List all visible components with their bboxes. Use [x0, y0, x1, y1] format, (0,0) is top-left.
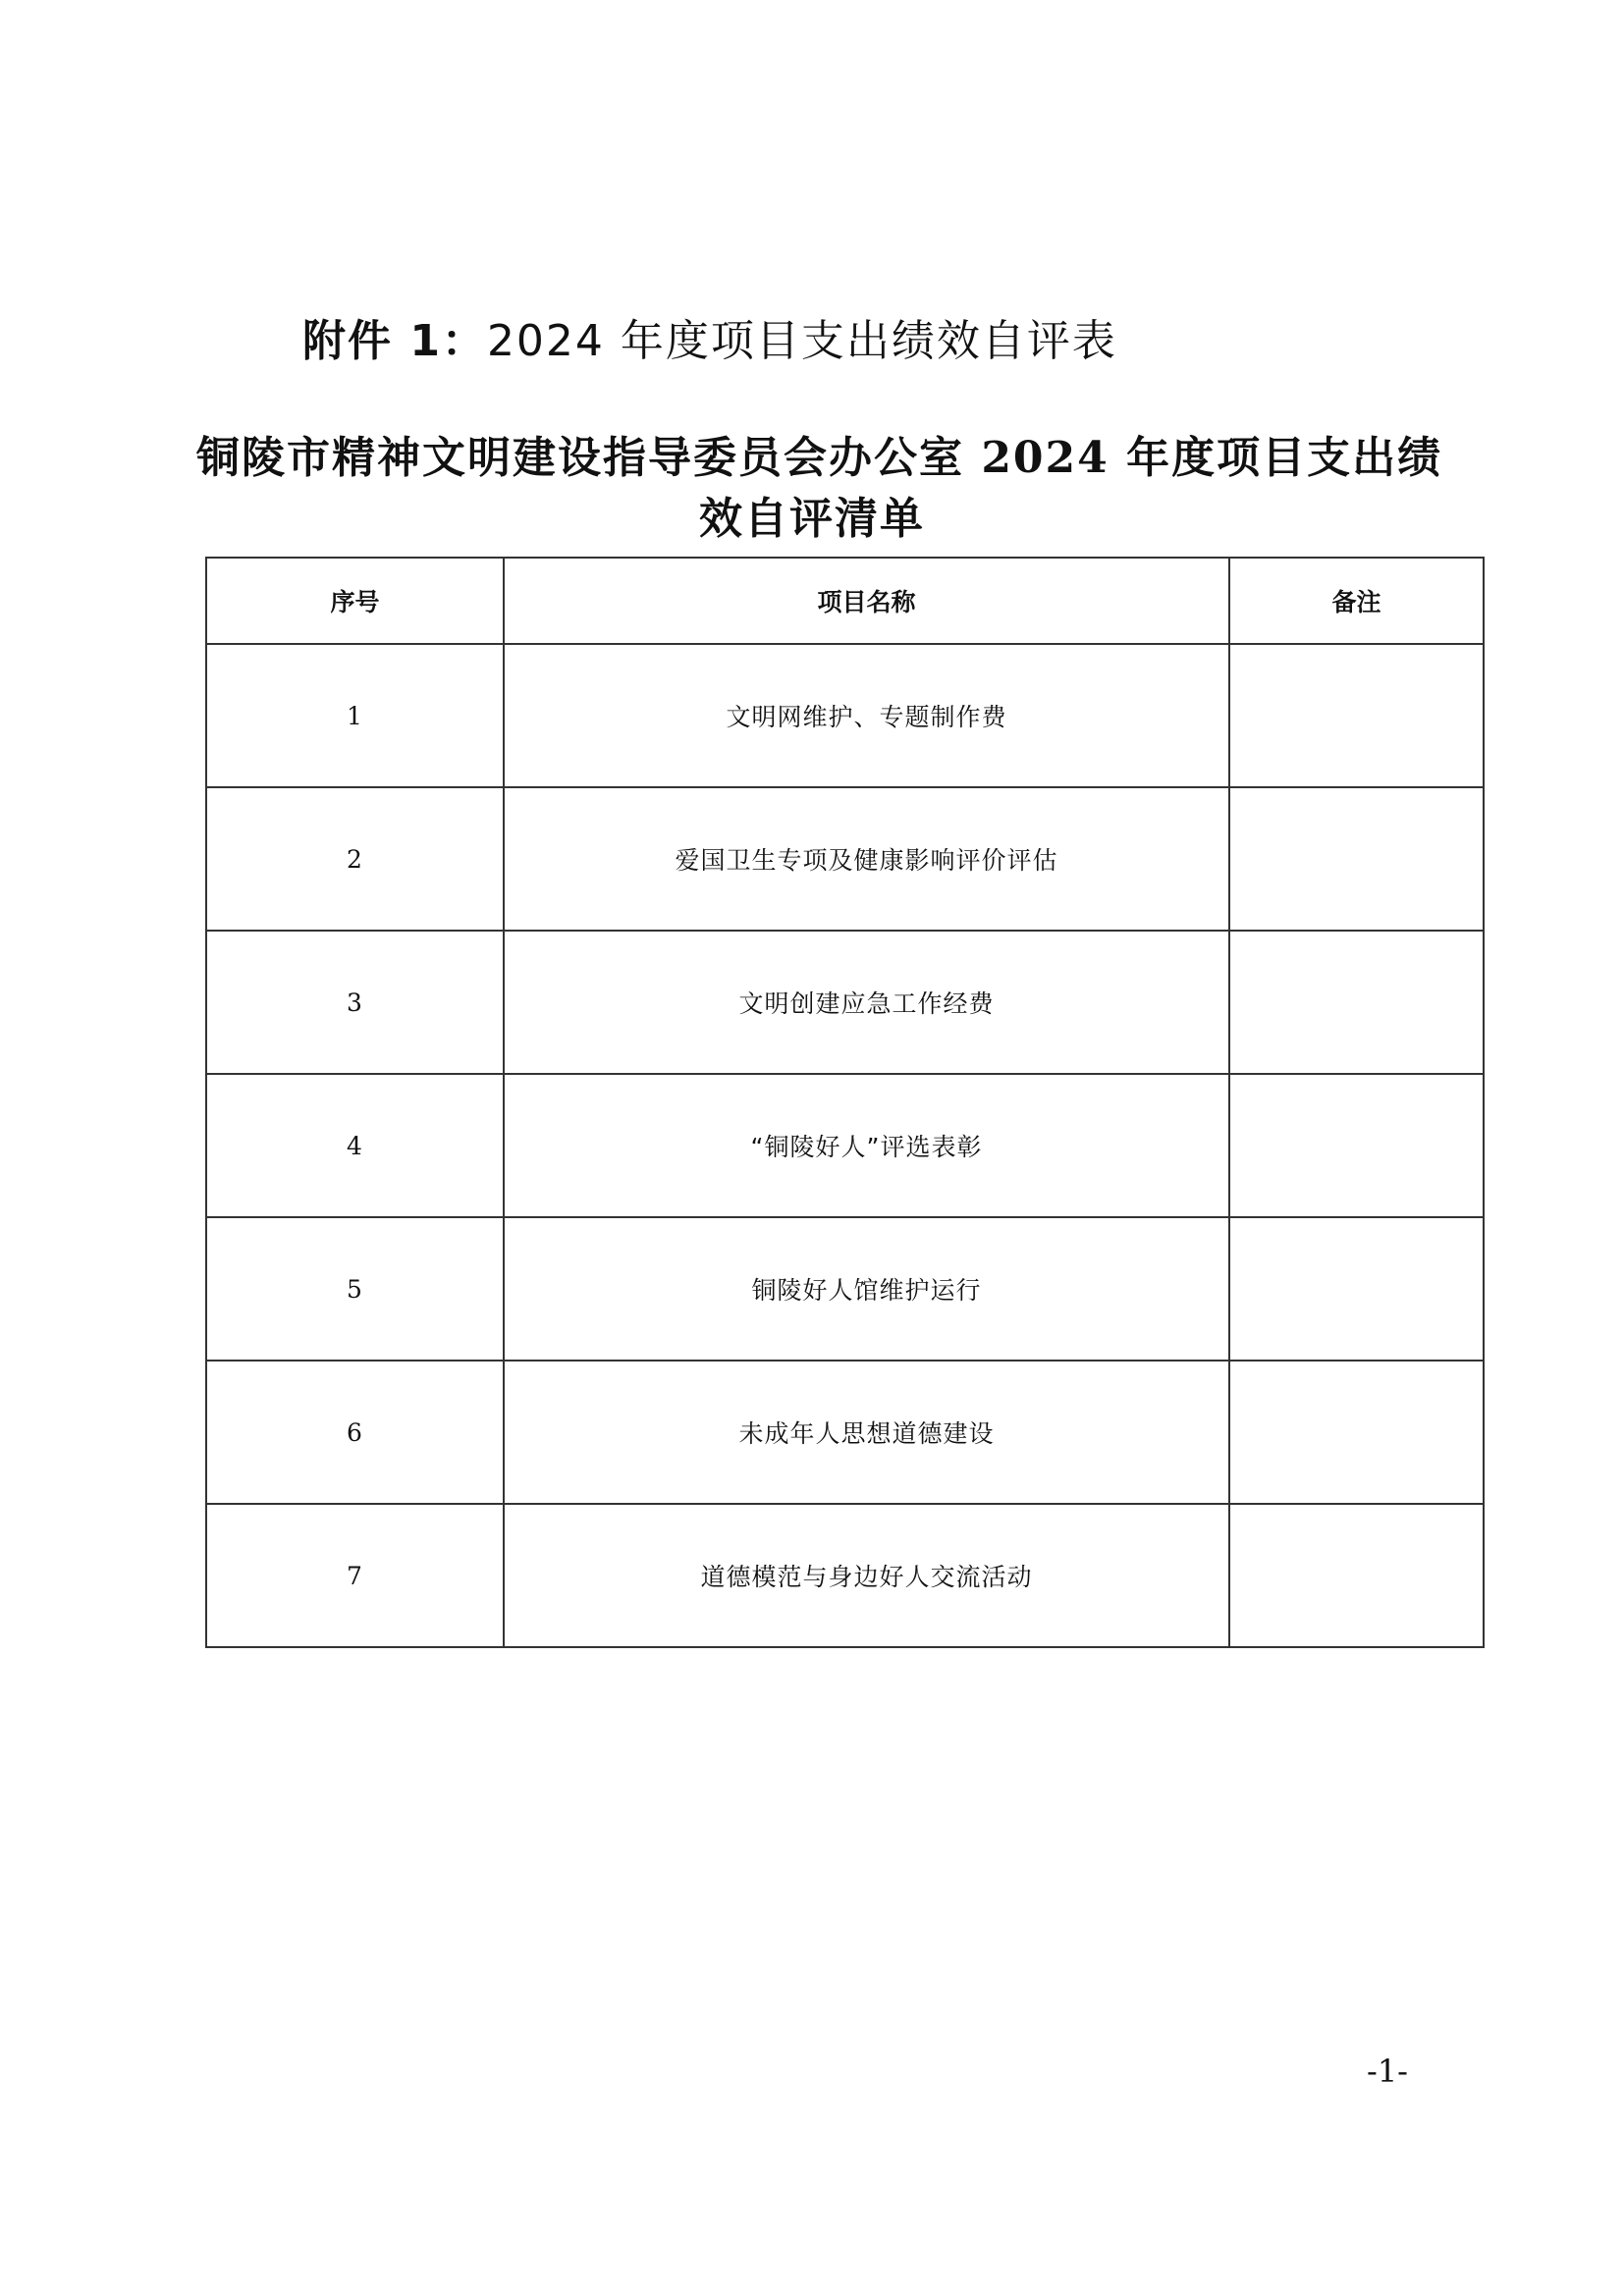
table-row [206, 1361, 1484, 1504]
attachment-name: 2024 年度项目支出绩效自评表 [486, 316, 1117, 366]
project-list-table [205, 557, 1485, 1648]
header-remark: 备注 [1229, 558, 1484, 644]
document-title [196, 428, 1443, 550]
row-project-name: 文明网维护、专题制作费 [504, 644, 1229, 787]
attachment-title [302, 312, 1117, 371]
row-project-name: 道德模范与身边好人交流活动 [504, 1504, 1229, 1647]
row-index: 4 [206, 1074, 504, 1217]
row-remark [1229, 1217, 1484, 1361]
row-index: 7 [206, 1504, 504, 1647]
header-index: 序号 [206, 558, 504, 644]
row-project-name: “铜陵好人”评选表彰 [504, 1074, 1229, 1217]
row-remark [1229, 644, 1484, 787]
attachment-label: 附件 1： [302, 316, 487, 366]
row-remark [1229, 1074, 1484, 1217]
document-title-line-2: 效自评清单 [699, 494, 925, 544]
table-row [206, 644, 1484, 787]
table-row [206, 787, 1484, 931]
row-project-name: 铜陵好人馆维护运行 [504, 1217, 1229, 1361]
row-index: 3 [206, 931, 504, 1074]
table-header-row [206, 558, 1484, 644]
row-index: 5 [206, 1217, 504, 1361]
row-project-name: 爱国卫生专项及健康影响评价评估 [504, 787, 1229, 931]
document-title-line-1: 铜陵市精神文明建设指导委员会办公室 2024 年度项目支出绩 [196, 433, 1443, 483]
row-remark [1229, 1361, 1484, 1504]
table-row [206, 1504, 1484, 1647]
table-row [206, 1074, 1484, 1217]
row-index: 1 [206, 644, 504, 787]
row-remark [1229, 1504, 1484, 1647]
table-row [206, 1217, 1484, 1361]
row-project-name: 未成年人思想道德建设 [504, 1361, 1229, 1504]
page-number: -1- [1367, 2053, 1408, 2090]
row-project-name: 文明创建应急工作经费 [504, 931, 1229, 1074]
row-index: 2 [206, 787, 504, 931]
row-remark [1229, 931, 1484, 1074]
row-index: 6 [206, 1361, 504, 1504]
header-project-name: 项目名称 [504, 558, 1229, 644]
table-row [206, 931, 1484, 1074]
row-remark [1229, 787, 1484, 931]
